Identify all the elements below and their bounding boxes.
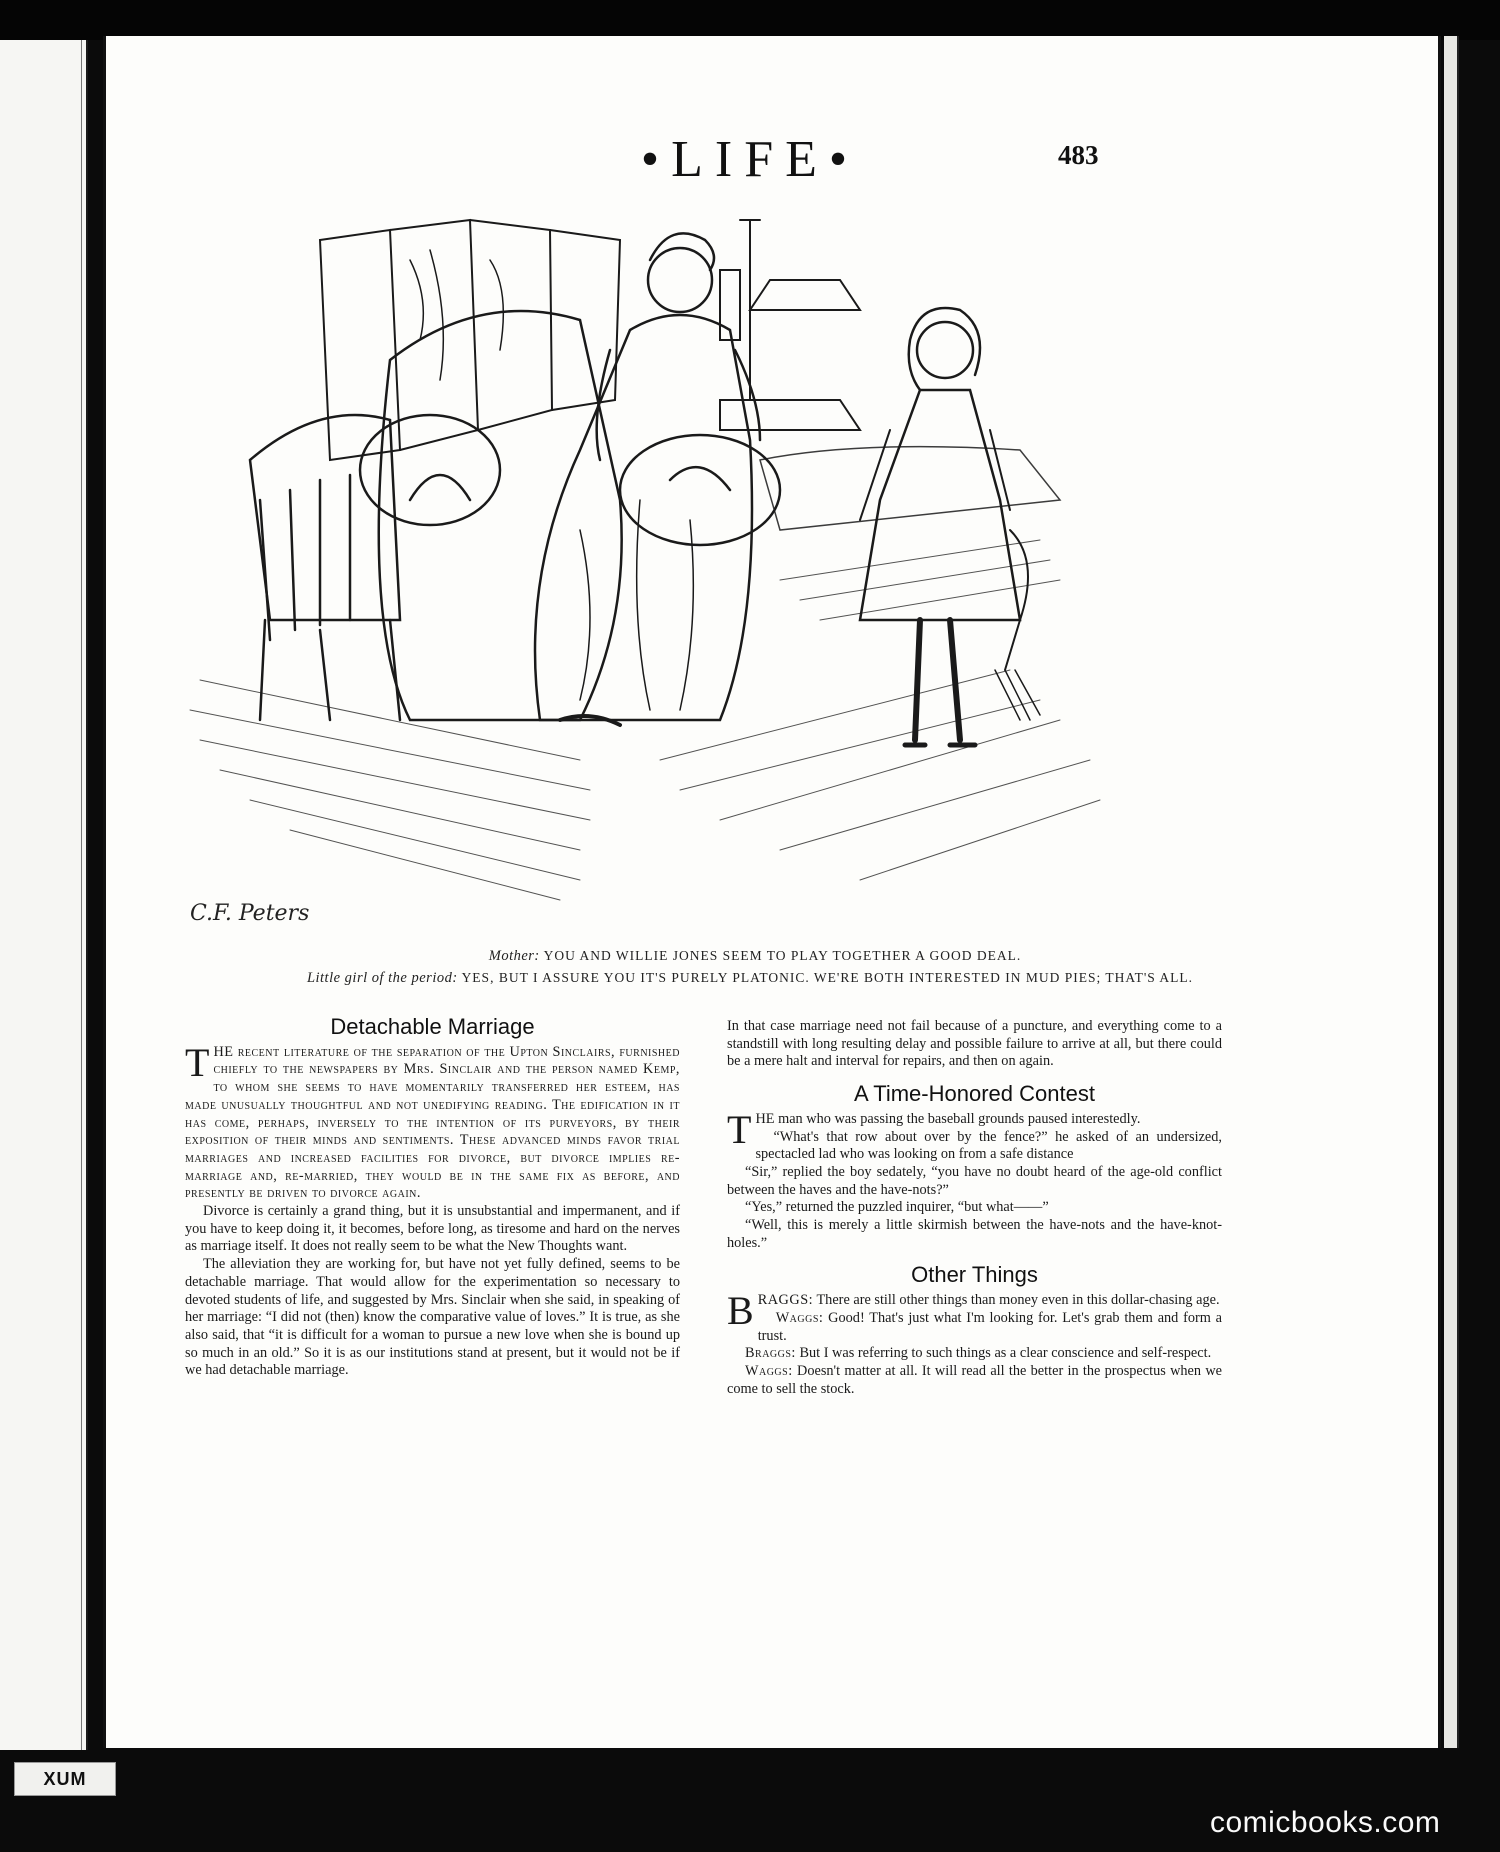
armchair: [250, 415, 400, 720]
article-paragraph: [727, 1345, 1222, 1363]
caption-line-1: [0, 945, 1500, 967]
artist-signature: C.F. Peters: [190, 901, 310, 926]
paragraph-text: Good! That's just what I'm looking for. Let's grab them and form a trust.: [757, 1309, 1223, 1344]
table-lamp: [720, 220, 860, 430]
magazine-masthead: •LIFE•: [640, 131, 860, 188]
facing-page-gutter: [81, 40, 82, 1750]
paragraph-text: HE recent literature of the separation of the Upton Sinclairs, furnished chiefly to the newspapers by Mrs. Sinclair and the person named Kemp, to whom she seems to have momentarily transferred her esteem, has made unusually thoughtful and not unedifying reading. The edification in it has come, perhaps, inversely to the intention of its purveyors, by their exposition of their minds and sentiments. These advanced minds favor trial marriages and increased facilities for divorce, but divorce implies re-marriage and, re-married, they would be in the same fix as before, and presently be driven to divorce again.: [185, 1043, 680, 1202]
paragraph-text: HE man who was passing the baseball grounds paused interestedly.: [755, 1110, 1141, 1127]
cartoon-illustration: [160, 200, 1220, 940]
article-paragraph: “Sir,” replied the boy sedately, “you have no doubt heard of the age-old conflict between the haves and the have-nots?”: [727, 1163, 1222, 1198]
left-column: [185, 1014, 680, 1380]
article-paragraph: “Yes,” returned the puzzled inquirer, “but what——”: [745, 1199, 1049, 1216]
caption-speaker-mother: Mother:: [488, 948, 540, 964]
paragraph-text: Doesn't matter at all. It will read all the better in the prospectus when we come to sell the stock.: [727, 1362, 1222, 1397]
site-watermark: comicbooks.com: [1210, 1806, 1441, 1839]
rug: [760, 447, 1060, 530]
article-title-detachable-marriage: Detachable Marriage: [330, 1014, 535, 1039]
scan-top-border: [0, 0, 1500, 40]
drop-cap: B: [727, 1288, 754, 1334]
speaker-label: Braggs:: [745, 1345, 796, 1362]
article-paragraph: “What's that row about over by the fence?” he asked of an undersized, spectacled lad who was looking on from a safe distance: [755, 1128, 1222, 1163]
speaker-label: RAGGS:: [757, 1292, 814, 1309]
scan-source-tag: XUM: [14, 1762, 116, 1796]
article-paragraph: [727, 1363, 1222, 1398]
mother-figure: [535, 233, 760, 725]
speaker-label: Waggs:: [775, 1309, 824, 1326]
illustration-caption: [0, 945, 1500, 989]
article-title-other-things: Other Things: [911, 1262, 1038, 1288]
right-column: [727, 1018, 1222, 1398]
article-paragraph: Divorce is certainly a grand thing, but it is unsubstantial and impermanent, and if you have to keep doing it, it becomes, before long, as tiresome and hard on the nerves as marriage itself. It does not really seem to be what the New Thoughts want.: [185, 1203, 680, 1255]
paragraph-text: There are still other things than money even in this dollar-chasing age.: [816, 1292, 1220, 1309]
page-stack-edge: [1444, 36, 1459, 1748]
article-paragraph: The alleviation they are working for, but have not yet fully defined, seems to be detachable marriage. That would allow for the experimentation so necessary to devoted students of life, and suggested by Mrs. Sinclair when she said, in speaking of her marriage: “I did not (then) know the comparative value of loves.” It is true, as she also said, that “it is difficult for a woman to pursue a new love when she is bound up so much in an old.” So it is as our institutions stand at present, but it would not be if we had detachable marriage.: [185, 1256, 680, 1379]
settee: [360, 311, 780, 720]
article-paragraph-continued: In that case marriage need not fail because of a puncture, and everything come to a standstill with long resulting delay and possible failure to arrive at all, but there could be a mere halt and interval for repairs, and then on again.: [727, 1018, 1222, 1070]
caption-dialogue-mother: YOU AND WILLIE JONES SEEM TO PLAY TOGETHER A GOOD DEAL.: [543, 948, 1022, 963]
article-paragraph: [185, 1039, 680, 1203]
caption-dialogue-girl: YES, BUT I ASSURE YOU IT'S PURELY PLATONIC. WE'RE BOTH INTERESTED IN MUD PIES; THAT'S ALL.: [461, 970, 1194, 985]
article-title-time-honored-contest: A Time-Honored Contest: [854, 1081, 1095, 1107]
girl-figure: [860, 308, 1040, 745]
caption-line-2: [0, 967, 1500, 989]
facing-page-edge: [0, 40, 88, 1750]
drop-cap: T: [727, 1106, 752, 1152]
paragraph-text: But I was referring to such things as a clear conscience and self-respect.: [799, 1345, 1212, 1362]
page-number: 483: [1058, 140, 1099, 170]
drop-cap: T: [185, 1039, 210, 1085]
article-paragraph: “Well, this is merely a little skirmish between the have-nots and the have-knot-holes.”: [727, 1217, 1222, 1251]
article-paragraph: [727, 1310, 1222, 1345]
speaker-label: Waggs:: [745, 1362, 793, 1379]
caption-speaker-girl: Little girl of the period:: [306, 970, 458, 986]
